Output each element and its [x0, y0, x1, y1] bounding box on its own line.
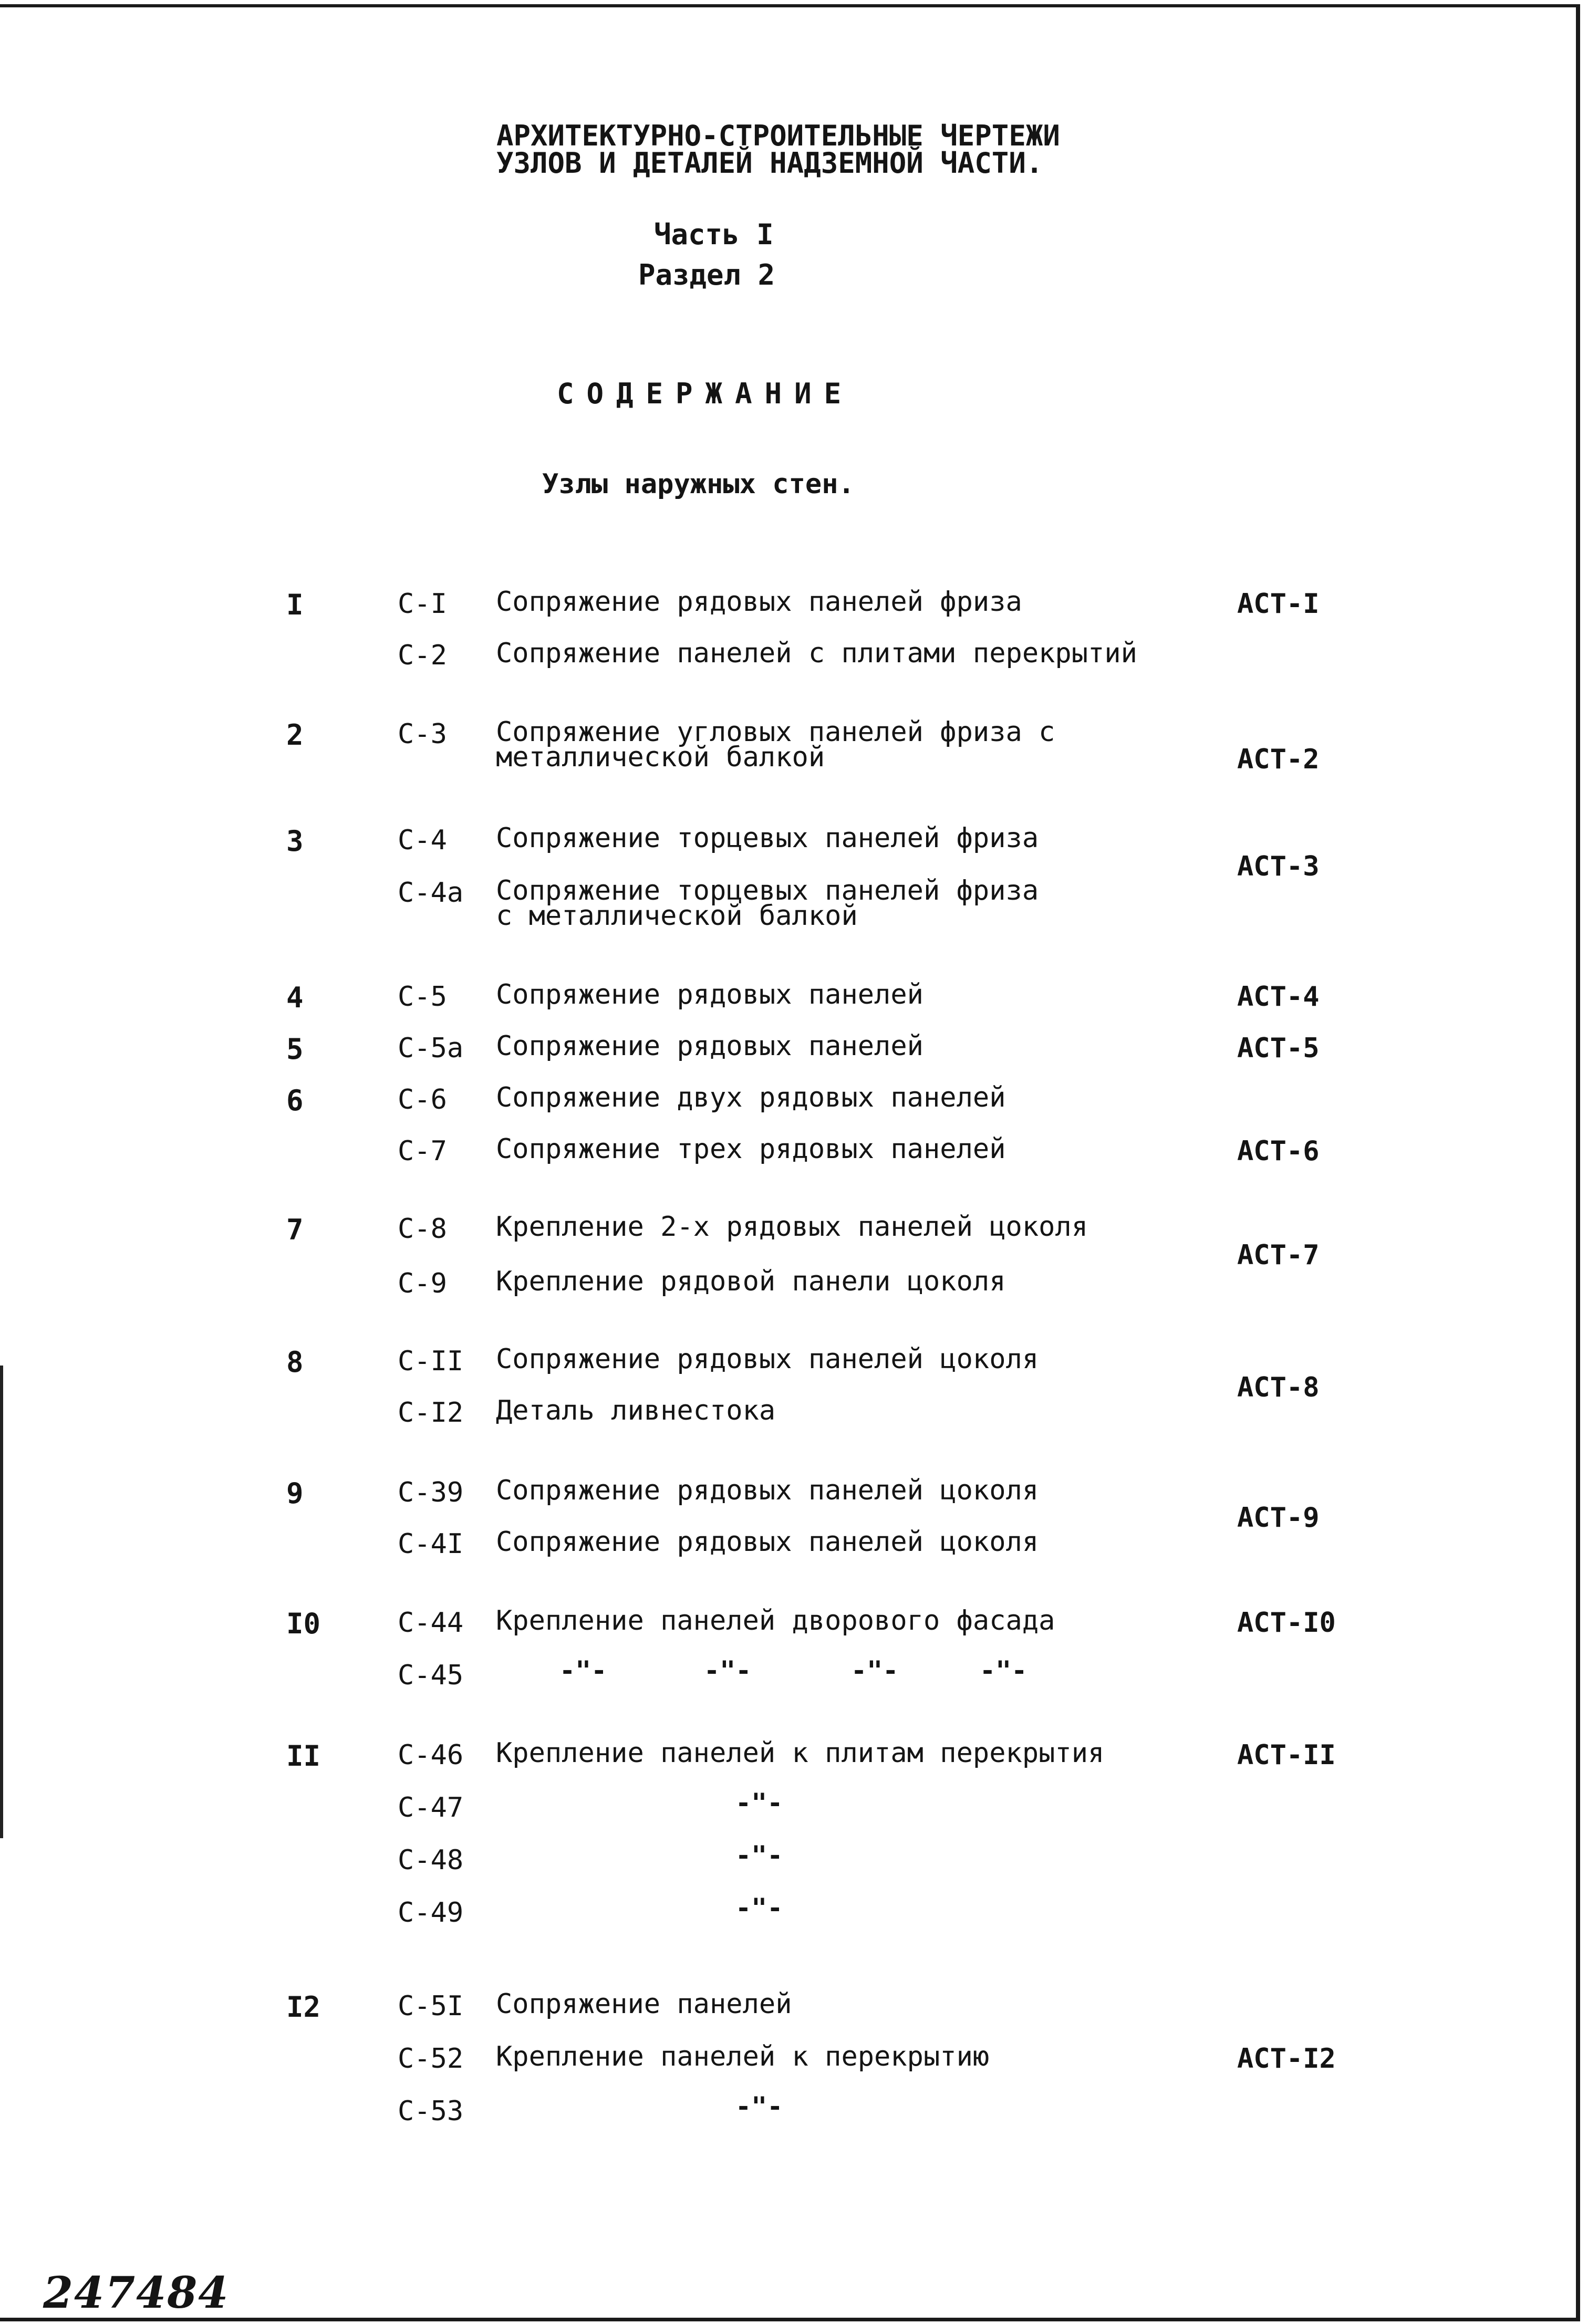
group-number: 9 — [286, 1477, 304, 1510]
group-number: I — [286, 588, 304, 621]
drawing-code: С-45 — [398, 1660, 464, 1691]
sheet-reference: АСТ-2 — [1237, 744, 1320, 775]
drawing-description: Крепление рядовой панели цоколя — [496, 1266, 1006, 1297]
sheet-reference: АСТ-7 — [1237, 1239, 1320, 1271]
drawing-description: Сопряжение трех рядовых панелей — [496, 1133, 1006, 1165]
group-number: 8 — [286, 1346, 304, 1379]
drawing-description: Сопряжение рядовых панелей цоколя — [496, 1475, 1039, 1506]
drawing-code: С-49 — [398, 1897, 464, 1929]
drawing-description: Крепление панелей к перекрытию — [496, 2041, 990, 2072]
drawing-code: С-7 — [398, 1135, 447, 1167]
drawing-description-continued: металлической балкой — [496, 742, 825, 773]
drawing-code: С-4I — [398, 1528, 464, 1560]
ditto-mark: -"- — [851, 1655, 899, 1686]
drawing-description: Сопряжение панелей — [496, 1988, 792, 2020]
ditto-mark: -"- — [704, 1655, 752, 1686]
drawing-code: С-9 — [398, 1268, 447, 1299]
group-number: II — [286, 1739, 321, 1773]
document-title-line-1: АРХИТЕКТУРНО-СТРОИТЕЛЬНЫЕ ЧЕРТЕЖИ — [496, 119, 1060, 152]
drawing-code: С-53 — [398, 2096, 464, 2127]
drawing-code: С-5I — [398, 1990, 464, 2022]
ditto-mark: -"- — [559, 1655, 607, 1686]
drawing-code: С-6 — [398, 1084, 447, 1116]
drawing-description: Сопряжение панелей с плитами перекрытий — [496, 638, 1137, 669]
group-number: 4 — [286, 981, 304, 1014]
group-number: 3 — [286, 825, 304, 858]
drawing-description: Сопряжение рядовых панелей фриза — [496, 586, 1022, 618]
ditto-mark: -"- — [980, 1655, 1027, 1686]
drawing-code: С-39 — [398, 1477, 464, 1508]
group-number: 6 — [286, 1084, 304, 1117]
drawing-description: Сопряжение рядовых панелей — [496, 1030, 923, 1062]
drawing-code: С-3 — [398, 718, 447, 750]
sheet-reference: АСТ-8 — [1237, 1372, 1320, 1403]
drawing-code: С-8 — [398, 1213, 447, 1245]
ditto-mark: -"- — [735, 2091, 783, 2122]
group-number: 5 — [286, 1033, 304, 1066]
group-number: 7 — [286, 1213, 304, 1246]
sheet-reference: АСТ-II — [1237, 1739, 1336, 1771]
drawing-description: Сопряжение двух рядовых панелей — [496, 1082, 1006, 1113]
group-number: 2 — [286, 718, 304, 752]
drawing-code: С-I — [398, 588, 447, 620]
drawing-code: С-4 — [398, 825, 447, 856]
sheet-reference: АСТ-9 — [1237, 1502, 1320, 1534]
drawing-description: Сопряжение рядовых панелей — [496, 979, 923, 1010]
contents-heading: СОДЕРЖАНИЕ — [557, 377, 854, 410]
ditto-mark: -"- — [735, 1788, 783, 1818]
drawing-description: Крепление 2-х рядовых панелей цоколя — [496, 1211, 1088, 1243]
drawing-description: Сопряжение рядовых панелей цоколя — [496, 1526, 1039, 1558]
sheet-reference: АСТ-I2 — [1237, 2043, 1336, 2075]
drawing-code: С-5а — [398, 1033, 464, 1064]
drawing-description: Сопряжение рядовых панелей цоколя — [496, 1343, 1039, 1375]
sheet-reference: АСТ-I0 — [1237, 1607, 1336, 1639]
drawing-description: Крепление панелей дворового фасада — [496, 1605, 1055, 1637]
drawing-code: С-46 — [398, 1739, 464, 1771]
drawing-code: С-2 — [398, 640, 447, 671]
sheet-reference: АСТ-4 — [1237, 981, 1320, 1013]
drawing-code: С-5 — [398, 981, 447, 1013]
binding-edge-mark — [0, 1366, 3, 1838]
drawing-code: С-47 — [398, 1792, 464, 1823]
drawing-description: Сопряжение угловых панелей фриза с — [496, 716, 1055, 748]
drawing-code: С-II — [398, 1346, 464, 1377]
drawing-code: С-48 — [398, 1844, 464, 1876]
group-number: I0 — [286, 1607, 321, 1640]
sheet-reference: АСТ-6 — [1237, 1135, 1320, 1167]
drawing-description: Сопряжение торцевых панелей фриза — [496, 822, 1039, 854]
handwritten-inventory-number: 247484 — [43, 2268, 230, 2318]
drawing-description: Крепление панелей к плитам перекрытия — [496, 1737, 1105, 1769]
section-label: Раздел 2 — [638, 258, 775, 291]
drawing-code: С-44 — [398, 1607, 464, 1639]
drawing-description: Сопряжение торцевых панелей фриза — [496, 875, 1039, 906]
sheet-reference: АСТ-I — [1237, 588, 1320, 620]
drawing-code: С-I2 — [398, 1397, 464, 1429]
sheet-reference: АСТ-3 — [1237, 851, 1320, 882]
part-label: Часть I — [654, 218, 774, 251]
drawing-description: Деталь ливнестока — [496, 1395, 776, 1426]
drawing-code: С-4а — [398, 877, 464, 909]
document-title-line-2: УЗЛОВ И ДЕТАЛЕЙ НАДЗЕМНОЙ ЧАСТИ. — [496, 147, 1043, 180]
subheading: Узлы наружных стен. — [542, 468, 855, 500]
drawing-description-continued: с металлической балкой — [496, 900, 858, 932]
drawing-code: С-52 — [398, 2043, 464, 2075]
ditto-mark: -"- — [735, 1840, 783, 1871]
ditto-mark: -"- — [735, 1893, 783, 1923]
sheet-reference: АСТ-5 — [1237, 1033, 1320, 1064]
group-number: I2 — [286, 1990, 321, 2024]
